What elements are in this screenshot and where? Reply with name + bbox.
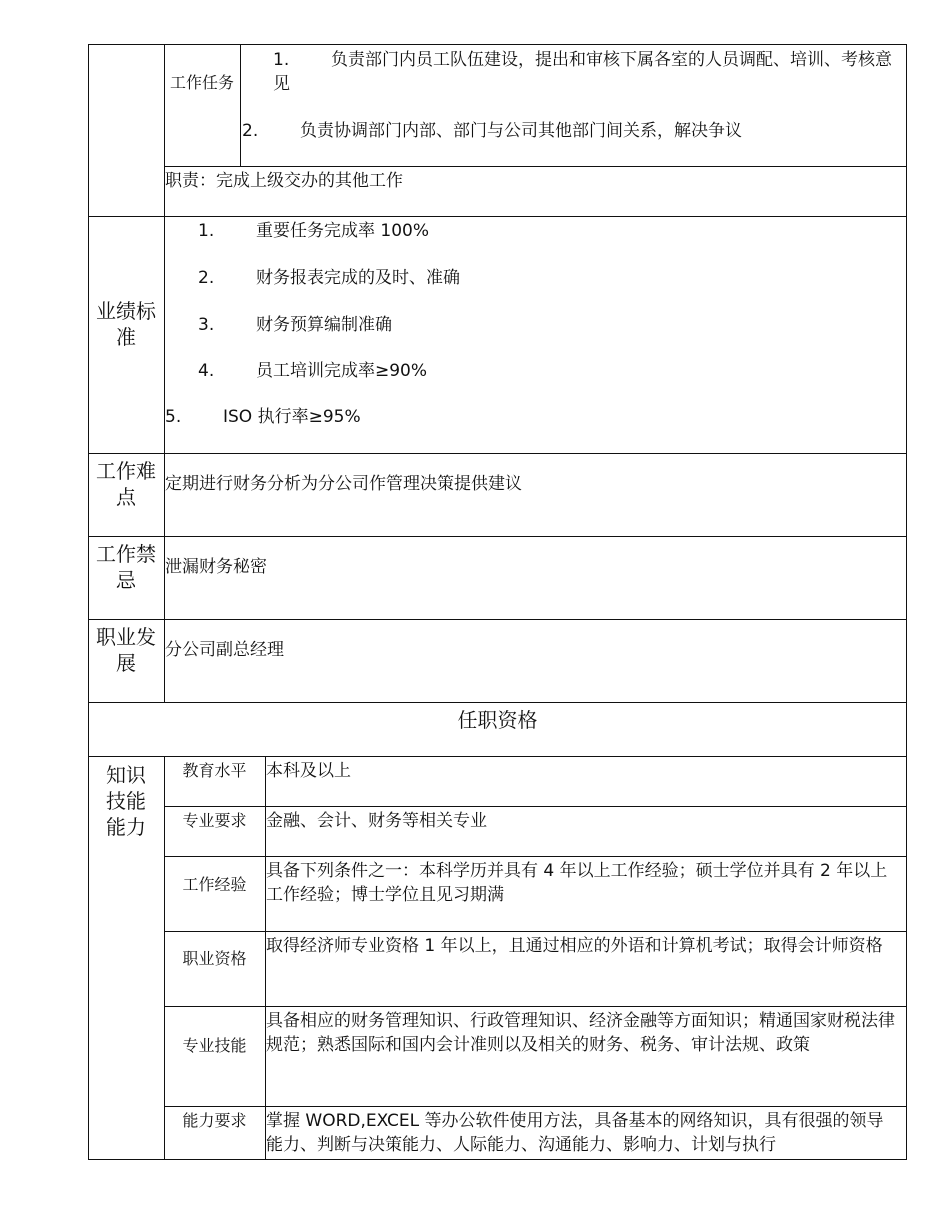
divider-qual-row-4 (164, 1006, 907, 1007)
performance-item-5-text: ISO 执行率≥95% (223, 407, 361, 427)
qual-row-1-value: 本科及以上 (266, 761, 351, 781)
performance-item-4-num: 4. (198, 361, 215, 381)
performance-item-2-num: 2. (198, 268, 215, 288)
divider-task-label (240, 44, 241, 166)
border-right (906, 44, 907, 1160)
prohibition-text: 泄漏财务秘密 (165, 557, 267, 577)
performance-item-5-num: 5. (165, 407, 182, 427)
performance-item-3-num: 3. (198, 315, 215, 335)
performance-item-3-text: 财务预算编制准确 (256, 315, 392, 335)
divider-career (88, 619, 907, 620)
divider-qual-row-5 (164, 1106, 907, 1107)
performance-item-4 (198, 359, 427, 383)
qual-row-1-label: 教育水平 (182, 761, 247, 780)
performance-item-5 (165, 405, 361, 429)
qualifications-title: 任职资格 (457, 708, 538, 732)
performance-item-1 (198, 219, 429, 243)
task-item-1-text: 负责部门内员工队伍建设，提出和审核下属各室的人员调配、培训、考核意见 (273, 50, 892, 94)
performance-item-1-text: 重要任务完成率 100% (256, 221, 430, 241)
task-item-1-num: 1. (273, 50, 290, 70)
qual-row-4-value: 取得经济师专业资格 1 年以上，且通过相应的外语和计算机考试；取得会计师资格 (266, 936, 883, 956)
divider-performance (88, 216, 907, 217)
task-item-2-text: 负责协调部门内部、部门与公司其他部门间关系，解决争议 (300, 121, 742, 141)
qualifications-group-label: 知识技能能力 (106, 763, 146, 839)
qual-row-6-value: 掌握 WORD,EXCEL 等办公软件使用方法，具备基本的网络知识，具有很强的领导能力、判断与决策能力、人际能力、沟通能力、影响力、计划与执行 (266, 1111, 884, 1155)
divider-qual-group (164, 756, 165, 1160)
performance-item-4-text: 员工培训完成率≥90% (256, 361, 428, 381)
career-label: 职业发展 (96, 625, 156, 675)
performance-label: 业绩标准 (96, 299, 156, 349)
divider-qualifications (88, 702, 907, 703)
job-tasks-label: 工作任务 (169, 73, 234, 92)
divider-qual-row-1 (164, 806, 907, 807)
divider-qual-row-3 (164, 931, 907, 932)
task-item-2 (242, 119, 742, 143)
border-left (88, 44, 89, 1160)
qual-row-2-label: 专业要求 (182, 811, 247, 830)
task-item-2-num: 2. (242, 121, 259, 141)
performance-item-3 (198, 313, 392, 337)
border-top (88, 44, 907, 45)
difficulty-label: 工作难点 (96, 459, 156, 509)
qual-row-5-value: 具备相应的财务管理知识、行政管理知识、经济金融等方面知识；精通国家财税法律规范；熟悉国际和国内会计准则以及相关的财务、税务、审计法规、政策 (266, 1011, 895, 1055)
performance-item-1-num: 1. (198, 221, 215, 241)
divider-qual-rows (88, 756, 907, 757)
qual-row-5-label: 专业技能 (182, 1036, 247, 1055)
divider-difficulty (88, 453, 907, 454)
qual-row-2-value: 金融、会计、财务等相关专业 (266, 811, 487, 831)
task-item-1 (273, 48, 898, 96)
divider-label-column (164, 44, 165, 703)
qual-row-4-label: 职业资格 (182, 949, 247, 968)
divider-duty (164, 166, 907, 167)
performance-item-2 (198, 266, 460, 290)
qual-row-3-label: 工作经验 (182, 875, 247, 894)
duty-text: 职责：完成上级交办的其他工作 (165, 171, 403, 191)
performance-item-2-text: 财务报表完成的及时、准确 (256, 268, 460, 288)
divider-qual-row-2 (164, 856, 907, 857)
difficulty-text: 定期进行财务分析为分公司作管理决策提供建议 (165, 474, 522, 494)
border-bottom (88, 1159, 907, 1160)
prohibition-label: 工作禁忌 (96, 542, 156, 592)
qual-row-3-value: 具备下列条件之一：本科学历并具有 4 年以上工作经验；硕士学位并具有 2 年以上工作经验；博士学位且见习期满 (266, 861, 888, 905)
divider-prohibition (88, 536, 907, 537)
career-text: 分公司副总经理 (165, 640, 284, 660)
qual-row-6-label: 能力要求 (182, 1111, 247, 1130)
